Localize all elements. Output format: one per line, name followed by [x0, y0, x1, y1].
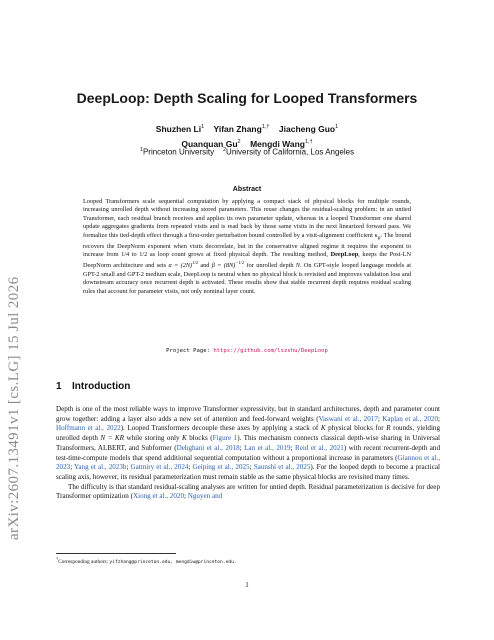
text-run: rounds, yielding unrolled depth: [56, 424, 441, 443]
math-symbol: R: [377, 235, 381, 241]
text-run: for unrolled depth: [244, 262, 296, 270]
math-symbol: −1/2: [235, 260, 245, 266]
math-symbol: β = (8N): [211, 262, 236, 270]
project-page-line: [55, 348, 439, 354]
text-run: . The bound recovers the DeepNorm exponent when visits decorrelate, but in the conservative aligned regime it requires the exponent to increase from 1/4 to 1/2 as loop count grows at fixed physical depth. The resulting method,: [83, 231, 411, 258]
text-run: ;: [126, 463, 131, 472]
text-run: ;: [249, 463, 254, 472]
footnote-mark: †: [56, 556, 59, 561]
section-heading: [56, 381, 440, 392]
abstract-heading: Abstract: [232, 186, 262, 193]
text-run: ). For the looped depth to become a practical scaling axis, however, its residual parameterization must remain stable as the same physical blocks are revisited many times.: [56, 463, 441, 481]
text-run: , keeps the Post-LN DeepNorm architecture and sets: [83, 250, 411, 270]
text-run: Looped Transformers scale sequential computation by applying a compact stack of physical blocks for multiple rounds, increasing unrolled depth without increasing stored parameters. This reuse changes the residual-scaling problem: in an untied Transformer, each residual branch receives and applies its own parameter update, whereas in a looped Transformer one shared update aggregates gradients from repeated visits and is read back by those same visits in the next linearized forward pass. We formalize this tied-depth effect through a first-order perturbation bound controlled by a visit-alignment coefficient: [83, 198, 411, 239]
text-run: blocks (: [186, 434, 213, 443]
citation-link[interactable]: Kaplan et al., 2020: [382, 414, 439, 423]
footnote-rule: [56, 553, 176, 554]
citation-link[interactable]: Reid et al., 2021: [294, 443, 344, 452]
text-run: Depth is one of the most reliable ways to improve Transformer expressivity, but in standard architectures, depth and parameter count grow together: adding a layer also adds a new set of attention and feed-forward weights (: [56, 405, 440, 423]
math-symbol: 1/2: [192, 260, 199, 266]
citation-link[interactable]: Geiping et al., 2025: [192, 463, 250, 472]
citation-link[interactable]: Yang et al., 2023b: [74, 463, 127, 472]
section-title: Introduction: [72, 381, 131, 392]
math-symbol: α = (2N): [168, 262, 193, 270]
author-affil-mark: 1,†: [261, 124, 270, 130]
affil-mark: 1: [139, 147, 143, 153]
citation-link[interactable]: Lan et al., 2019: [244, 443, 291, 452]
math-symbol: K: [320, 424, 326, 433]
project-page-label: Project Page:: [166, 348, 210, 354]
math-symbol: K: [182, 434, 187, 443]
text-run: and: [198, 262, 212, 270]
section-number: 1: [56, 381, 62, 392]
footnote: [56, 556, 440, 565]
author-name: Yifan Zhang: [213, 123, 262, 134]
footnote-emails: yifzhang@princeton.edu, mengdiw@princeton.edu.: [109, 559, 237, 565]
citation-link[interactable]: Saunshi et al., 2025: [253, 463, 311, 472]
text-run: ;: [239, 443, 245, 452]
text-run: ;: [188, 463, 193, 472]
text-run: ;: [290, 443, 295, 452]
citation-link[interactable]: Xiong et al., 2020: [132, 492, 184, 501]
author-affil-mark: 1: [201, 124, 205, 130]
citation-link[interactable]: Vaswani et al., 2017: [318, 414, 378, 423]
math-symbol: R: [386, 424, 391, 433]
body-text: [56, 405, 440, 502]
text-run: while storing only: [123, 434, 183, 443]
text-run: . On GPT-style looped language models at GPT-2 small and GPT-2 medium scale, DeepLoop is neutral when no physical block is revisited and improves validation loss and downstream accuracy once recurrent depth is activated. These results show that stable recurrent depth requires residual scaling rules that account for parameter visits, not only nominal layer count.: [83, 262, 411, 295]
citation-link[interactable]: Gatmiry et al., 2024: [130, 463, 189, 472]
text-run: The difficulty is that standard residual-scaling analyses are written for untied depth. Residual parameterization is decisive for deep Transformer optimization (: [56, 482, 440, 501]
text-run: physical blocks for: [325, 424, 387, 433]
project-page-link[interactable]: https://github.com/lszshu/DeepLoop: [213, 348, 328, 354]
author-affil-mark: 1: [335, 124, 339, 130]
affiliation-name: Princeton University: [142, 147, 215, 157]
text-run: ;: [438, 414, 440, 423]
citation-link[interactable]: Nguyen and: [187, 492, 223, 501]
author-name: Shuzhen Li: [155, 123, 202, 134]
author-name: Quanquan Gu: [181, 138, 238, 149]
footnote-label: Corresponding authors:: [58, 558, 110, 565]
paragraph: [56, 483, 440, 502]
text-run: ) with recent recurrent-depth and test-time-compute models that spend additional sequential computation without a proportional increase in parameters (: [56, 443, 440, 462]
affiliations: [55, 147, 439, 157]
text-run: ;: [70, 463, 74, 472]
text-run: ;: [184, 492, 188, 501]
affiliation-name: University of California, Los Angeles: [226, 147, 355, 157]
citation-link[interactable]: Giannou et al., 2023: [56, 453, 440, 472]
affil-mark: 2: [222, 147, 227, 153]
arxiv-identifier-stamp: arXiv:2607.13491v1 [cs.LG] 15 Jul 2026: [6, 276, 22, 540]
math-symbol: N = KR: [100, 434, 124, 443]
author-affil-mark: 1,†: [305, 138, 313, 145]
abstract-text: [83, 198, 411, 296]
text-run: ;: [377, 414, 383, 423]
page-number: 1: [245, 581, 249, 589]
math-symbol: N: [295, 262, 300, 270]
math-symbol: κ: [374, 231, 378, 239]
author-name: Mengdi Wang: [250, 138, 305, 149]
paper-title: DeepLoop: Depth Scaling for Looped Transformers: [76, 90, 418, 106]
citation-link[interactable]: Figure 1: [212, 434, 238, 443]
author-affil-mark: 2: [237, 138, 241, 145]
text-run: ). This mechanism connects classical depth-wise sharing in Universal Transformers, ALBERT, and Subformer (: [56, 434, 440, 452]
citation-link[interactable]: Dehghani et al., 2018: [176, 443, 240, 452]
citation-link[interactable]: Hoffmann et al., 2022: [56, 424, 121, 433]
paragraph: [56, 405, 440, 483]
text-run: ). Looped Transformers decouple these axes by applying a stack of: [120, 424, 321, 433]
method-name: DeepLoop: [330, 250, 359, 258]
author-name: Jiacheng Guo: [278, 123, 336, 134]
